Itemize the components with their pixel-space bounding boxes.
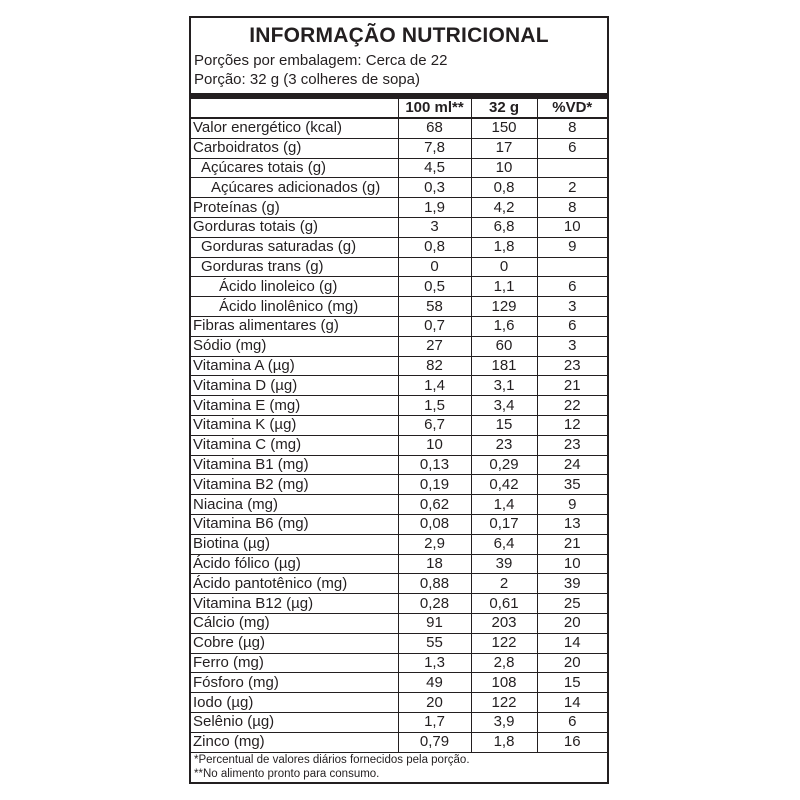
- value-daily-percent: 8: [537, 118, 607, 138]
- value-per-100ml: 1,3: [398, 653, 471, 673]
- value-per-100ml: 82: [398, 356, 471, 376]
- value-daily-percent: 3: [537, 297, 607, 317]
- value-per-100ml: 55: [398, 633, 471, 653]
- value-per-serving: 0: [471, 257, 537, 277]
- table-row: [191, 257, 607, 277]
- table-row: [191, 277, 607, 297]
- value-daily-percent: 14: [537, 633, 607, 653]
- table-row: [191, 118, 607, 138]
- value-per-100ml: 58: [398, 297, 471, 317]
- value-daily-percent: 21: [537, 376, 607, 396]
- value-daily-percent: 35: [537, 475, 607, 495]
- value-per-serving: 203: [471, 613, 537, 633]
- table-row: [191, 554, 607, 574]
- value-per-serving: 23: [471, 435, 537, 455]
- header-per-serving: 32 g: [471, 99, 537, 118]
- value-per-serving: 1,8: [471, 237, 537, 257]
- footnote-ready-to-drink: **No alimento pronto para consumo.: [194, 768, 380, 780]
- value-daily-percent: 3: [537, 336, 607, 356]
- value-per-100ml: 0,62: [398, 495, 471, 515]
- table-row: [191, 415, 607, 435]
- value-per-serving: 2: [471, 574, 537, 594]
- nutrient-name: Gorduras trans (g): [191, 257, 398, 277]
- table-row: [191, 138, 607, 158]
- value-per-serving: 1,4: [471, 495, 537, 515]
- value-daily-percent: 14: [537, 693, 607, 713]
- nutrient-name: Ácido fólico (µg): [191, 554, 398, 574]
- table-row: [191, 396, 607, 416]
- value-per-serving: 150: [471, 118, 537, 138]
- nutrient-name: Vitamina B1 (mg): [191, 455, 398, 475]
- value-per-100ml: 0,5: [398, 277, 471, 297]
- value-per-serving: 17: [471, 138, 537, 158]
- value-per-100ml: 0,88: [398, 574, 471, 594]
- table-row: [191, 475, 607, 495]
- footnote-daily-value: *Percentual de valores diários fornecidos pela porção.: [194, 754, 470, 766]
- nutrient-name: Açúcares totais (g): [191, 158, 398, 178]
- value-per-serving: 0,61: [471, 594, 537, 614]
- nutrient-name: Vitamina C (mg): [191, 435, 398, 455]
- value-per-100ml: 68: [398, 118, 471, 138]
- value-per-100ml: 0,08: [398, 514, 471, 534]
- servings-per-package: Porções por embalagem: Cerca de 22: [194, 52, 448, 69]
- value-per-serving: 122: [471, 633, 537, 653]
- value-daily-percent: 12: [537, 415, 607, 435]
- value-per-100ml: 0: [398, 257, 471, 277]
- nutrient-name: Vitamina B12 (µg): [191, 594, 398, 614]
- nutrient-name: Cobre (µg): [191, 633, 398, 653]
- value-per-100ml: 0,7: [398, 316, 471, 336]
- value-daily-percent: 20: [537, 613, 607, 633]
- value-daily-percent: 6: [537, 316, 607, 336]
- value-per-serving: 6,8: [471, 217, 537, 237]
- value-per-100ml: 6,7: [398, 415, 471, 435]
- value-daily-percent: 10: [537, 217, 607, 237]
- table-row: [191, 613, 607, 633]
- table-row: [191, 237, 607, 257]
- value-daily-percent: 25: [537, 594, 607, 614]
- value-per-serving: 10: [471, 158, 537, 178]
- table-row: [191, 594, 607, 614]
- table-row: [191, 495, 607, 515]
- table-row: [191, 673, 607, 693]
- value-per-100ml: 0,13: [398, 455, 471, 475]
- value-per-100ml: 0,79: [398, 732, 471, 752]
- table-row: [191, 693, 607, 713]
- header-per-100ml: 100 ml**: [398, 99, 471, 118]
- table-row: [191, 653, 607, 673]
- table-row: [191, 316, 607, 336]
- value-per-serving: 2,8: [471, 653, 537, 673]
- nutrient-name: Carboidratos (g): [191, 138, 398, 158]
- value-per-100ml: 27: [398, 336, 471, 356]
- value-per-100ml: 2,9: [398, 534, 471, 554]
- value-daily-percent: 23: [537, 356, 607, 376]
- nutrient-name: Vitamina D (µg): [191, 376, 398, 396]
- serving-size: Porção: 32 g (3 colheres de sopa): [194, 71, 420, 88]
- value-daily-percent: 6: [537, 138, 607, 158]
- value-daily-percent: 9: [537, 495, 607, 515]
- nutrition-table: [191, 99, 607, 753]
- value-per-serving: 15: [471, 415, 537, 435]
- value-per-serving: 0,42: [471, 475, 537, 495]
- value-per-100ml: 0,19: [398, 475, 471, 495]
- value-per-100ml: 1,4: [398, 376, 471, 396]
- value-per-100ml: 0,8: [398, 237, 471, 257]
- value-daily-percent: 8: [537, 198, 607, 218]
- value-per-serving: 181: [471, 356, 537, 376]
- value-per-serving: 108: [471, 673, 537, 693]
- nutrient-name: Vitamina E (mg): [191, 396, 398, 416]
- table-row: [191, 356, 607, 376]
- value-per-serving: 0,8: [471, 178, 537, 198]
- value-per-100ml: 3: [398, 217, 471, 237]
- value-per-100ml: 0,28: [398, 594, 471, 614]
- table-row: [191, 158, 607, 178]
- nutrient-name: Vitamina B6 (mg): [191, 514, 398, 534]
- value-per-100ml: 49: [398, 673, 471, 693]
- table-row: [191, 198, 607, 218]
- nutrient-name: Selênio (µg): [191, 712, 398, 732]
- nutrient-name: Ácido linolênico (mg): [191, 297, 398, 317]
- nutrient-name: Fósforo (mg): [191, 673, 398, 693]
- value-per-serving: 0,29: [471, 455, 537, 475]
- value-per-100ml: 7,8: [398, 138, 471, 158]
- nutrient-name: Açúcares adicionados (g): [191, 178, 398, 198]
- value-per-serving: 122: [471, 693, 537, 713]
- value-per-100ml: 18: [398, 554, 471, 574]
- value-per-serving: 1,6: [471, 316, 537, 336]
- header-daily-value: %VD*: [537, 99, 607, 118]
- table-row: [191, 435, 607, 455]
- table-row: [191, 178, 607, 198]
- table-row: [191, 633, 607, 653]
- value-per-100ml: 4,5: [398, 158, 471, 178]
- nutrient-name: Zinco (mg): [191, 732, 398, 752]
- nutrient-name: Gorduras totais (g): [191, 217, 398, 237]
- nutrient-name: Vitamina K (µg): [191, 415, 398, 435]
- nutrient-name: Ferro (mg): [191, 653, 398, 673]
- nutrient-name: Valor energético (kcal): [191, 118, 398, 138]
- table-row: [191, 574, 607, 594]
- table-row: [191, 455, 607, 475]
- value-per-100ml: 0,3: [398, 178, 471, 198]
- nutrient-name: Niacina (mg): [191, 495, 398, 515]
- nutrient-name: Proteínas (g): [191, 198, 398, 218]
- value-per-serving: 3,1: [471, 376, 537, 396]
- value-daily-percent: 2: [537, 178, 607, 198]
- table-row: [191, 297, 607, 317]
- value-per-serving: 0,17: [471, 514, 537, 534]
- panel-title: INFORMAÇÃO NUTRICIONAL: [249, 24, 549, 47]
- nutrient-name: Gorduras saturadas (g): [191, 237, 398, 257]
- value-per-serving: 60: [471, 336, 537, 356]
- table-row: [191, 336, 607, 356]
- nutrient-name: Cálcio (mg): [191, 613, 398, 633]
- value-daily-percent: 6: [537, 277, 607, 297]
- nutrient-name: Vitamina A (µg): [191, 356, 398, 376]
- value-daily-percent: 20: [537, 653, 607, 673]
- nutrient-name: Ácido linoleico (g): [191, 277, 398, 297]
- value-per-100ml: 1,5: [398, 396, 471, 416]
- table-row: [191, 712, 607, 732]
- value-daily-percent: 24: [537, 455, 607, 475]
- value-per-serving: 39: [471, 554, 537, 574]
- value-daily-percent: 39: [537, 574, 607, 594]
- nutrient-name: Biotina (µg): [191, 534, 398, 554]
- value-per-serving: 1,8: [471, 732, 537, 752]
- value-daily-percent: 10: [537, 554, 607, 574]
- table-row: [191, 514, 607, 534]
- table-row: [191, 732, 607, 752]
- nutrient-name: Sódio (mg): [191, 336, 398, 356]
- nutrient-name: Iodo (µg): [191, 693, 398, 713]
- value-daily-percent: 16: [537, 732, 607, 752]
- value-per-100ml: 91: [398, 613, 471, 633]
- value-daily-percent: [537, 158, 607, 178]
- table-row: [191, 534, 607, 554]
- value-daily-percent: 13: [537, 514, 607, 534]
- nutrient-name: Ácido pantotênico (mg): [191, 574, 398, 594]
- value-per-serving: 1,1: [471, 277, 537, 297]
- value-per-100ml: 1,7: [398, 712, 471, 732]
- nutrient-name: Fibras alimentares (g): [191, 316, 398, 336]
- nutrient-name: Vitamina B2 (mg): [191, 475, 398, 495]
- value-per-100ml: 10: [398, 435, 471, 455]
- value-per-serving: 4,2: [471, 198, 537, 218]
- header-nutrient: [191, 99, 398, 118]
- value-daily-percent: 9: [537, 237, 607, 257]
- value-per-serving: 6,4: [471, 534, 537, 554]
- value-daily-percent: 22: [537, 396, 607, 416]
- value-daily-percent: 6: [537, 712, 607, 732]
- value-daily-percent: 15: [537, 673, 607, 693]
- table-row: [191, 217, 607, 237]
- value-per-serving: 129: [471, 297, 537, 317]
- value-daily-percent: [537, 257, 607, 277]
- value-per-serving: 3,9: [471, 712, 537, 732]
- value-daily-percent: 21: [537, 534, 607, 554]
- table-header-row: [191, 99, 607, 118]
- value-per-serving: 3,4: [471, 396, 537, 416]
- table-row: [191, 376, 607, 396]
- value-per-100ml: 1,9: [398, 198, 471, 218]
- nutrition-rows: [191, 118, 607, 752]
- nutrition-facts-panel: [189, 16, 609, 784]
- value-per-100ml: 20: [398, 693, 471, 713]
- value-daily-percent: 23: [537, 435, 607, 455]
